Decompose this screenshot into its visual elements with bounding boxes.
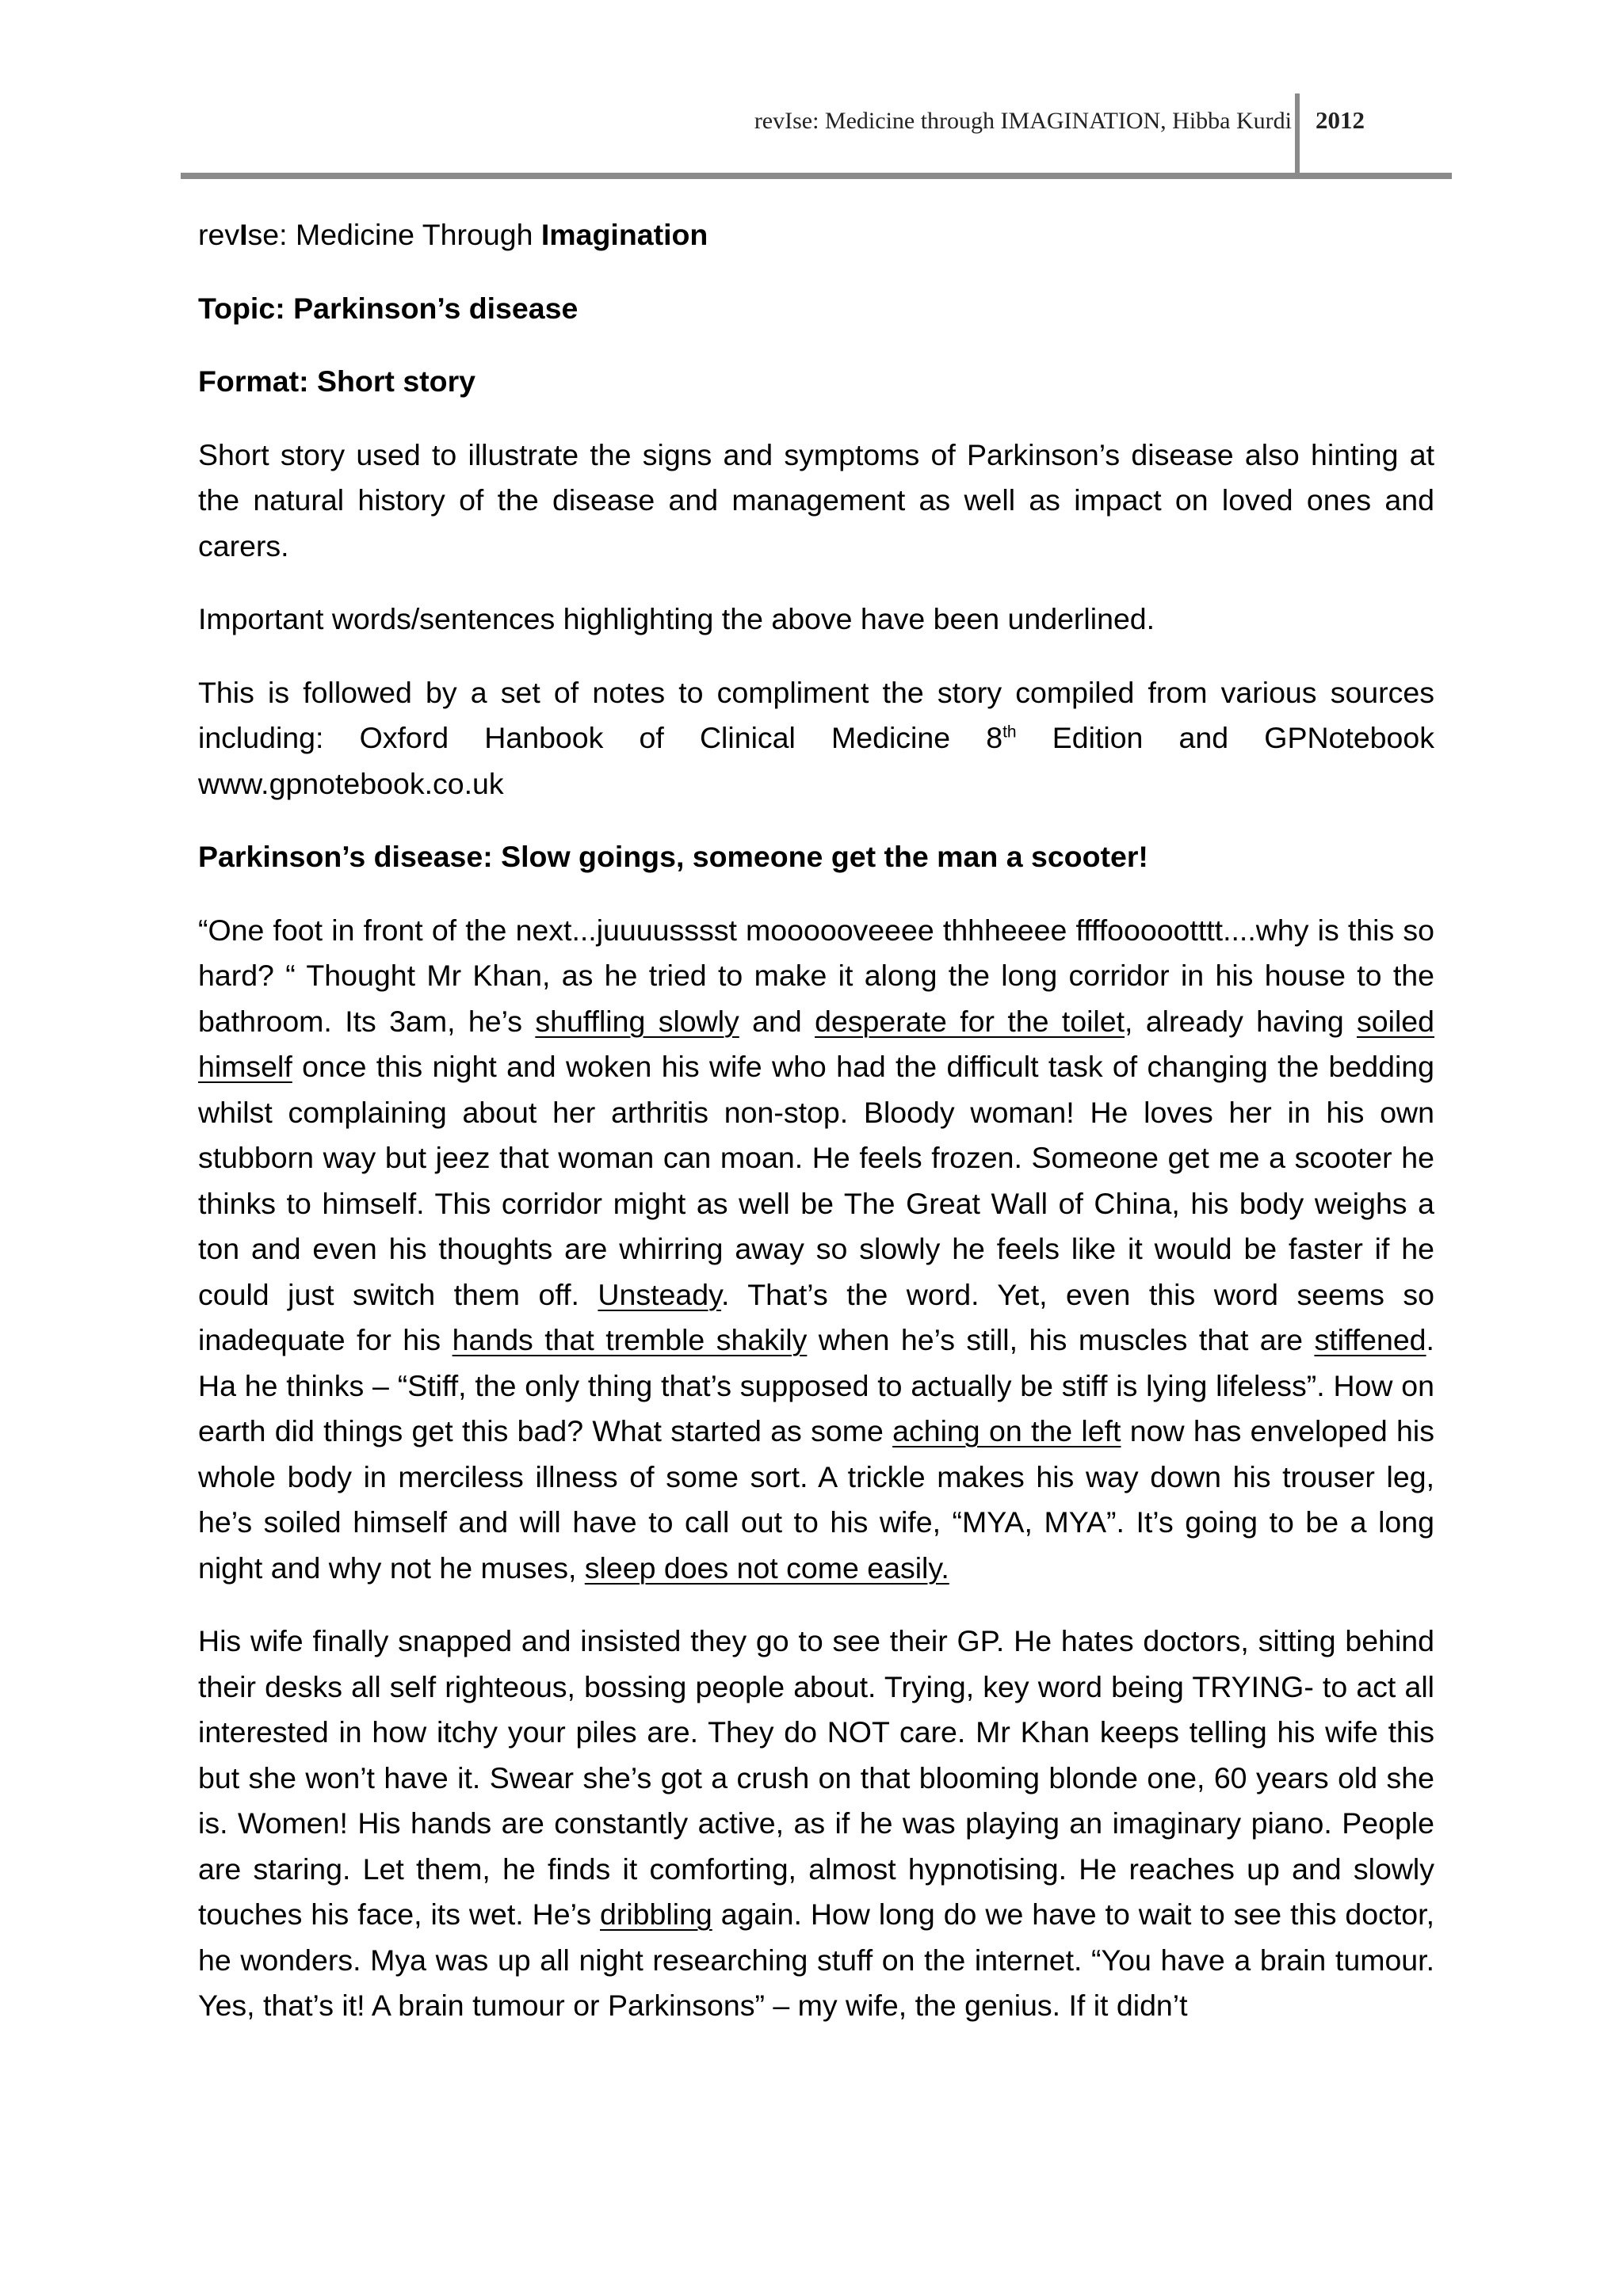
document-body: [198, 212, 1434, 2057]
title-bold-end: Imagination: [540, 218, 708, 251]
header-divider-vertical: [1295, 93, 1300, 173]
underline-note: Important words/sentences highlighting the above have been underlined.: [198, 602, 1155, 635]
story-text: . That’s the word. Yet, even this word seems so inadequate for his: [198, 1277, 1434, 1356]
document-title: [198, 212, 1434, 258]
underlined-symptom: aching on the left: [892, 1414, 1121, 1447]
sources-text: This is followed by a set of notes to compliment the story compiled from various sources including: Oxford Hanbook of Clinical Medicine 8: [198, 675, 1434, 754]
topic-line: Topic: Parkinson’s disease: [198, 291, 579, 325]
underlined-symptom: desperate for the toilet: [815, 1004, 1125, 1038]
story-text: once this night and woken his wife who had the difficult task of changing the bedding whilst complaining about her arthritis non-stop. Bloody woman! He loves her in his own stubborn way but jeez that woman can moan. He feels frozen. Someone get me a scooter he thinks to himself. This corridor might as well be The Great Wall of China, his body weighs a ton and even his thoughts are whirring away so slowly he feels like it would be faster if he could just switch them off.: [198, 1050, 1434, 1311]
story-heading: Parkinson’s disease: Slow goings, someone get the man a scooter!: [198, 840, 1148, 873]
story-text: . Ha he thinks – “Stiff, the only thing that’s supposed to actually be stiff is lying lifeless”. How on earth did things get this bad? What started as some: [198, 1323, 1434, 1447]
story-text: again. How long do we have to wait to see this doctor, he wonders. Mya was up all night researching stuff on the internet. “You have a brain tumour. Yes, that’s it! A brain tumour or Parkinsons” – my wife, the genius. If it didn’t: [198, 1897, 1434, 2022]
title-bold-i: I: [239, 218, 248, 251]
header-rule: [181, 173, 1452, 179]
story-text: , already having: [1125, 1004, 1358, 1038]
underlined-symptom: sleep does not come easily.: [584, 1550, 949, 1585]
underlined-symptom: stiffened: [1314, 1323, 1426, 1356]
header-year: 2012: [1316, 106, 1365, 134]
format-line: Format: Short story: [198, 364, 476, 398]
story-text: His wife finally snapped and insisted they go to see their GP. He hates doctors, sitting behind their desks all self righteous, bossing people about. Trying, key word being TRYING- to act all interested in how itchy your piles are. They do NOT care. Mr Khan keeps telling his wife this but she won’t have it. Swear she’s got a crush on that blooming blonde one, 60 years old she is. Women! His hands are constantly active, as if he was playing an imaginary piano. People are staring. Let them, he finds it comforting, almost hypnotising. He reaches up and slowly touches his face, its wet. He’s: [198, 1624, 1434, 1931]
story-text: now has enveloped his whole body in merciless illness of some sort. A trickle makes his way down his trouser leg, he’s soiled himself and will have to call out to his wife, “MYA, MYA”. It’s going to be a long night and why not he muses,: [198, 1414, 1434, 1585]
running-title: revIse: Medicine through IMAGINATION, Hibba Kurdi: [754, 108, 1292, 134]
underlined-symptom: Unsteady: [598, 1277, 722, 1311]
sources-text: Edition and GPNotebook www.gpnotebook.co.uk: [198, 721, 1434, 800]
story-paragraph-2: [198, 1619, 1434, 2029]
page-header: [181, 93, 1452, 181]
title-part: rev: [198, 218, 240, 251]
underlined-symptom: dribbling: [599, 1897, 712, 1931]
underlined-symptom: soiled himself: [198, 1004, 1435, 1083]
intro-paragraph: Short story used to illustrate the signs and symptoms of Parkinson’s disease also hinting at the natural history of the disease and management as well as impact on loved ones and carers.: [198, 437, 1434, 563]
sources-paragraph: [198, 670, 1434, 807]
title-part: se: Medicine Through: [247, 218, 541, 251]
story-paragraph-1: [198, 908, 1434, 1592]
underlined-symptom: shuffling slowly: [535, 1004, 739, 1038]
story-text: and: [739, 1004, 815, 1038]
edition-superscript: th: [1002, 723, 1017, 742]
story-text: “One foot in front of the next...juuuusssst moooooveeee thhheeee ffffoooootttt....why is this so hard? “ Thought Mr Khan, as he tried to make it along the long corridor in his house to the bathroom. Its 3am, he’s: [198, 913, 1434, 1038]
underlined-symptom: hands that tremble shakily: [452, 1323, 808, 1356]
story-text: when he’s still, his muscles that are: [807, 1323, 1315, 1356]
